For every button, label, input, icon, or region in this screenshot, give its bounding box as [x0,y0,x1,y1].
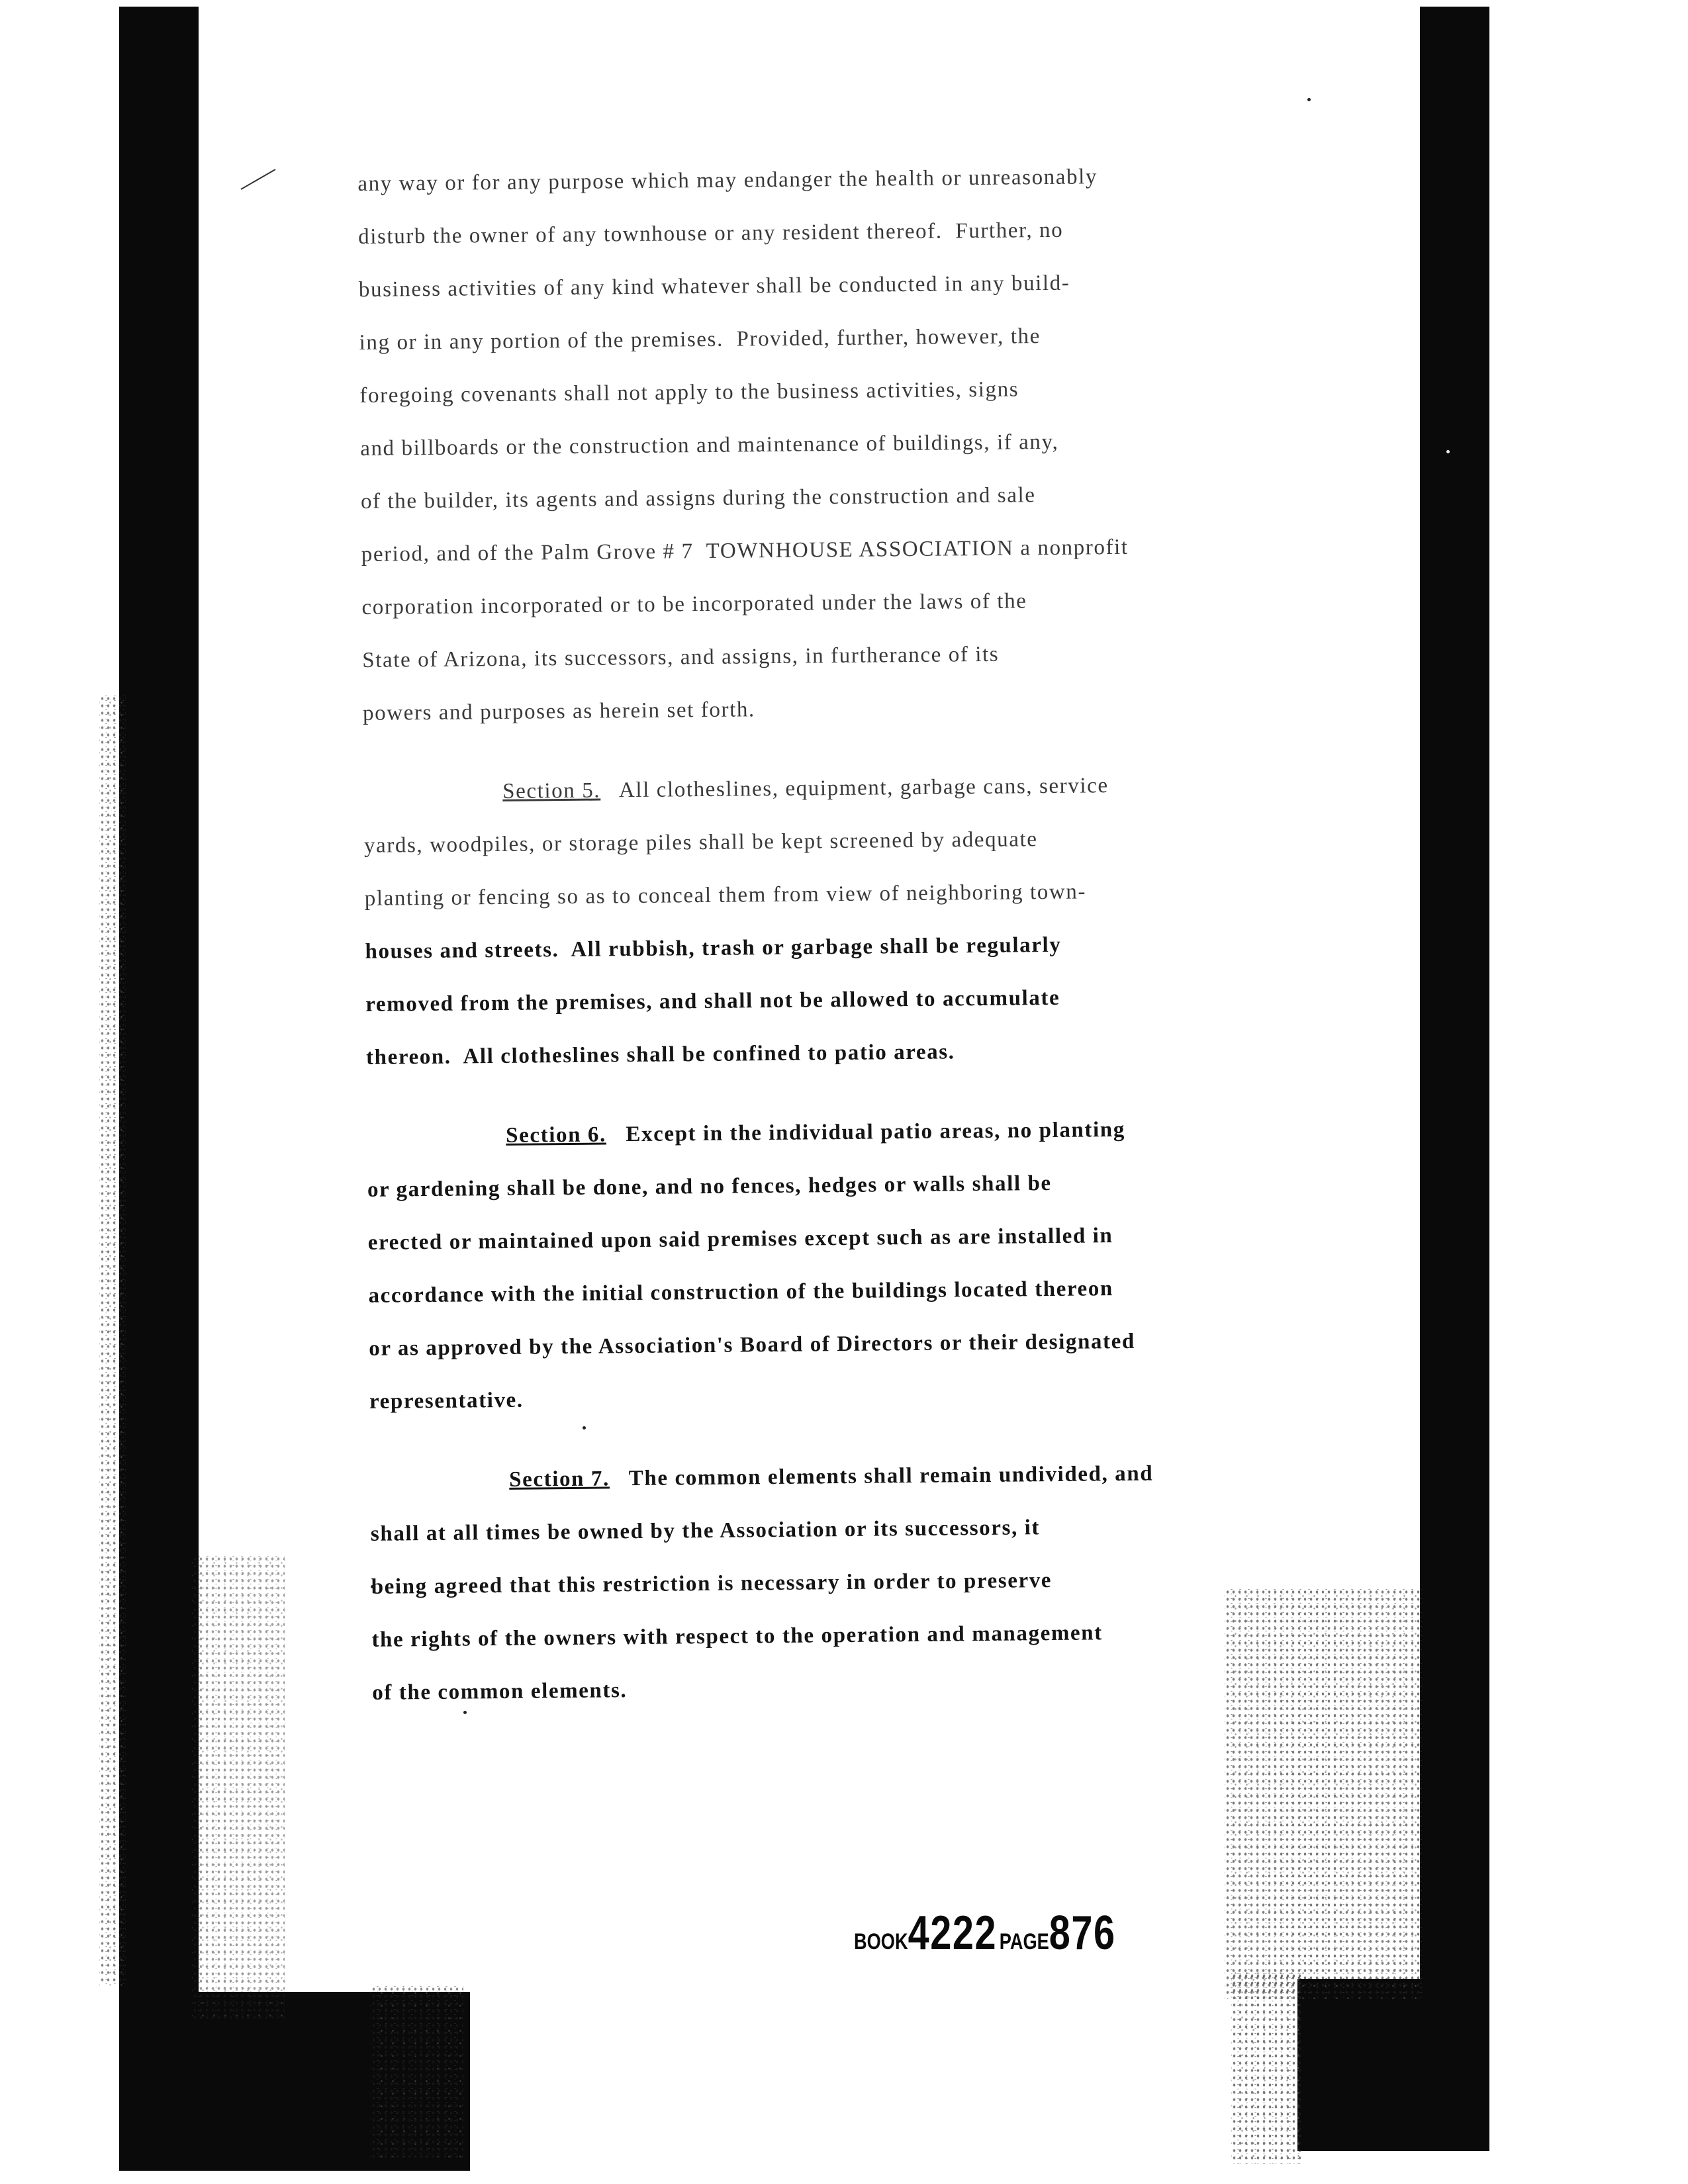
scan-border-left [119,7,199,1999]
text-line [367,1101,1374,1163]
page-label: PAGE [999,1929,1049,1954]
text-line: of the common elements. [372,1678,628,1705]
text-line: foregoing covenants shall not apply to the business activities, signs [359,377,1019,408]
text-line: business activities of any kind whatever shall be conducted in any build- [358,271,1070,302]
text-line: thereon. All clotheslines shall be confined to patio areas. [365,1040,955,1069]
section-heading: Section 6. [506,1122,607,1148]
stray-dot [1307,98,1311,101]
section-heading: Section 5. [502,778,601,803]
text-line: yards, woodpiles, or storage piles shall be kept screened by adequate [363,827,1038,858]
book-number: 4222 [908,1907,998,1960]
text-line: accordance with the initial construction of the buildings located thereon [368,1277,1114,1308]
text-span: The common elements shall remain undivided, and [628,1461,1154,1491]
text-line: planting or fencing so as to conceal them from view of neighboring town- [364,880,1087,911]
text-line [370,1445,1377,1508]
text-line: period, and of the Palm Grove # 7 TOWNHOUSE ASSOCIATION a nonprofit [361,535,1129,567]
text-line: and billboards or the construction and maintenance of buildings, if any, [360,430,1059,461]
scan-noise-left-bottom [371,1985,463,2158]
page-number: 876 [1049,1907,1116,1960]
text-line: ing or in any portion of the premises. Provided, further, however, the [359,324,1041,355]
section-heading: Section 7. [509,1467,610,1492]
section-5 [363,756,1373,1084]
section-7 [370,1445,1379,1719]
text-line: erected or maintained upon said premises except such as are installed in [367,1224,1113,1255]
text-line [363,756,1370,819]
text-line: or gardening shall be done, and no fences, hedges or walls shall be [367,1171,1052,1202]
text-line: or as approved by the Association's Board of Directors or their designated [369,1329,1136,1361]
text-line: houses and streets. All rubbish, trash or garbage shall be regularly [365,933,1062,964]
text-line: representative. [369,1388,524,1414]
text-span: Except in the individual patio areas, no planting [626,1117,1125,1147]
book-label: BOOK [854,1929,908,1954]
text-line: being agreed that this restriction is necessary in order to preserve [371,1569,1053,1599]
stray-dot [1446,450,1450,453]
stray-pen-mark [241,169,276,190]
section-6 [367,1101,1376,1428]
text-span: All clotheslines, equipment, garbage cans, service [618,774,1109,803]
scan-border-right [1420,7,1489,2005]
text-line: powers and purposes as herein set forth. [362,698,755,725]
scan-noise-right-bottom [1231,1972,1304,2164]
text-line: shall at all times be owned by the Association or its successors, it [370,1516,1041,1546]
text-line: corporation incorporated or to be incorporated under the laws of the [361,589,1027,619]
book-page-reference [854,1906,1116,1960]
text-line: State of Arizona, its successors, and assigns, in furtherance of its [362,642,1000,672]
scan-border-bottom-right [1297,1979,1489,2151]
text-line: removed from the premises, and shall not be allowed to accumulate [365,985,1060,1017]
text-line: the rights of the owners with respect to the operation and management [371,1621,1103,1652]
scan-noise-left-edge [99,695,126,1985]
text-line: of the builder, its agents and assigns during the construction and sale [360,483,1036,514]
document-body [357,148,1379,1719]
scan-noise-left-lower [192,1555,285,2019]
paragraph-continuation [357,148,1369,740]
text-line: any way or for any purpose which may endanger the health or unreasonably [357,165,1098,196]
text-line: disturb the owner of any townhouse or any resident thereof. Further, no [357,218,1064,249]
